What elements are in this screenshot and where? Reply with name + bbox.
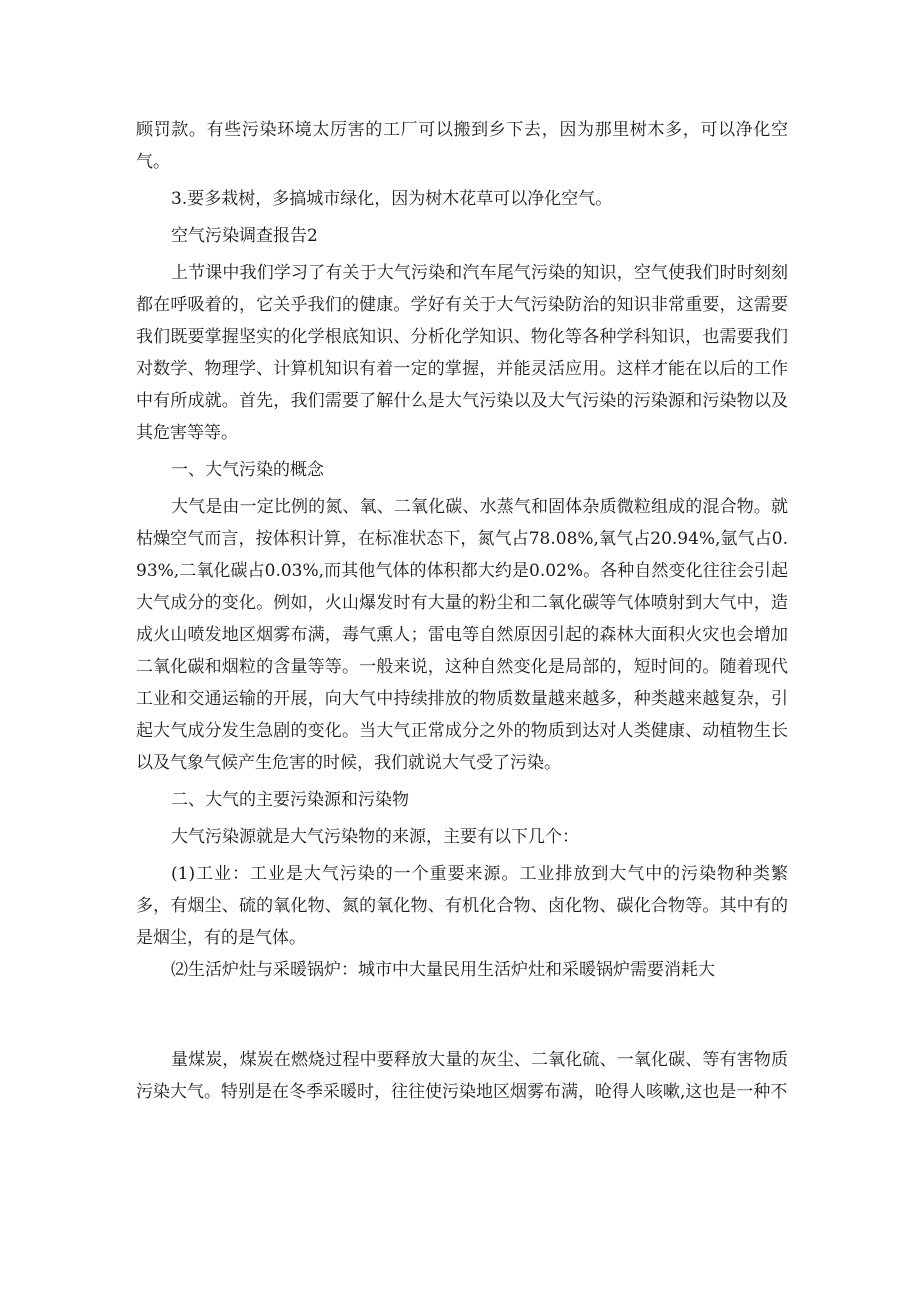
paragraph-concept: 大气是由一定比例的氮、氧、二氧化碳、水蒸气和固体杂质微粒组成的混合物。就枯燥空气而言，按体积计算，在标准状态下，氮气占78.08%,氧气占20.94%,氩气占0.93%,二氧化碳占0.03%,而其他气体的体积都大约是0.02%。各种自然变化往往会引起大气成分的变化。例如，火山爆发时有大量的粉尘和二氧化碳等气体喷射到大气中，造成火山喷发地区烟雾布满，毒气熏人；雷电等自然原因引起的森林大面积火灾也会增加二氧化碳和烟粒的含量等等。一般来说，这种自然变化是局部的，短时间的。随着现代工业和交通运输的开展，向大气中持续排放的物质数量越来越多，种类越来越复杂，引起大气成分发生急剧的变化。当大气正常成分之外的物质到达对人类健康、动植物生长以及气象气候产生危害的时候，我们就说大气受了污染。 <box>136 497 788 773</box>
paragraph-intro: 上节课中我们学习了有关于大气污染和汽车尾气污染的知识，空气使我们时时刻刻都在呼吸着的，它关乎我们的健康。学好有关于大气污染防治的知识非常重要，这需要我们既要掌握坚实的化学根底知识、分析化学知识、物化等各种学科知识，也需要我们对数学、物理学、计算机知识有着一定的掌握，并能灵活应用。这样才能在以后的工作中有所成就。首先，我们需要了解什么是大气污染以及大气污染的污染源和污染物以及其危害等等。 <box>136 263 788 443</box>
paragraph-1: 顾罚款。有些污染环境太厉害的工厂可以搬到乡下去，因为那里树木多，可以净化空气。 <box>136 120 788 172</box>
paragraph-industry: (1)工业：工业是大气污染的一个重要来源。工业排放到大气中的污染物种类繁多，有烟尘、硫的氧化物、氮的氧化物、有机化合物、卤化物、碳化合物等。其中有的是烟尘，有的是气体。 <box>136 864 788 948</box>
document-page <box>136 114 788 1108</box>
heading-concept: 一、大气污染的概念 <box>171 460 324 480</box>
heading-sources: 二、大气的主要污染源和污染物 <box>171 790 409 810</box>
paragraph-sources-intro: 大气污染源就是大气污染物的来源，主要有以下几个： <box>171 827 579 847</box>
paragraph-coal: 量煤炭，煤炭在燃烧过程中要释放大量的灰尘、二氧化硫、一氧化碳、等有害物质污染大气。特别是在冬季采暖时，往往使污染地区烟雾布满，呛得人咳嗽,这也是一种不 <box>136 1050 788 1102</box>
section-title-report-2: 空气污染调查报告2 <box>171 226 318 246</box>
paragraph-stoves: ⑵生活炉灶与采暖锅炉：城市中大量民用生活炉灶和采暖锅炉需要消耗大 <box>171 960 715 980</box>
paragraph-2: 3.要多栽树，多搞城市绿化，因为树木花草可以净化空气。 <box>171 189 613 209</box>
